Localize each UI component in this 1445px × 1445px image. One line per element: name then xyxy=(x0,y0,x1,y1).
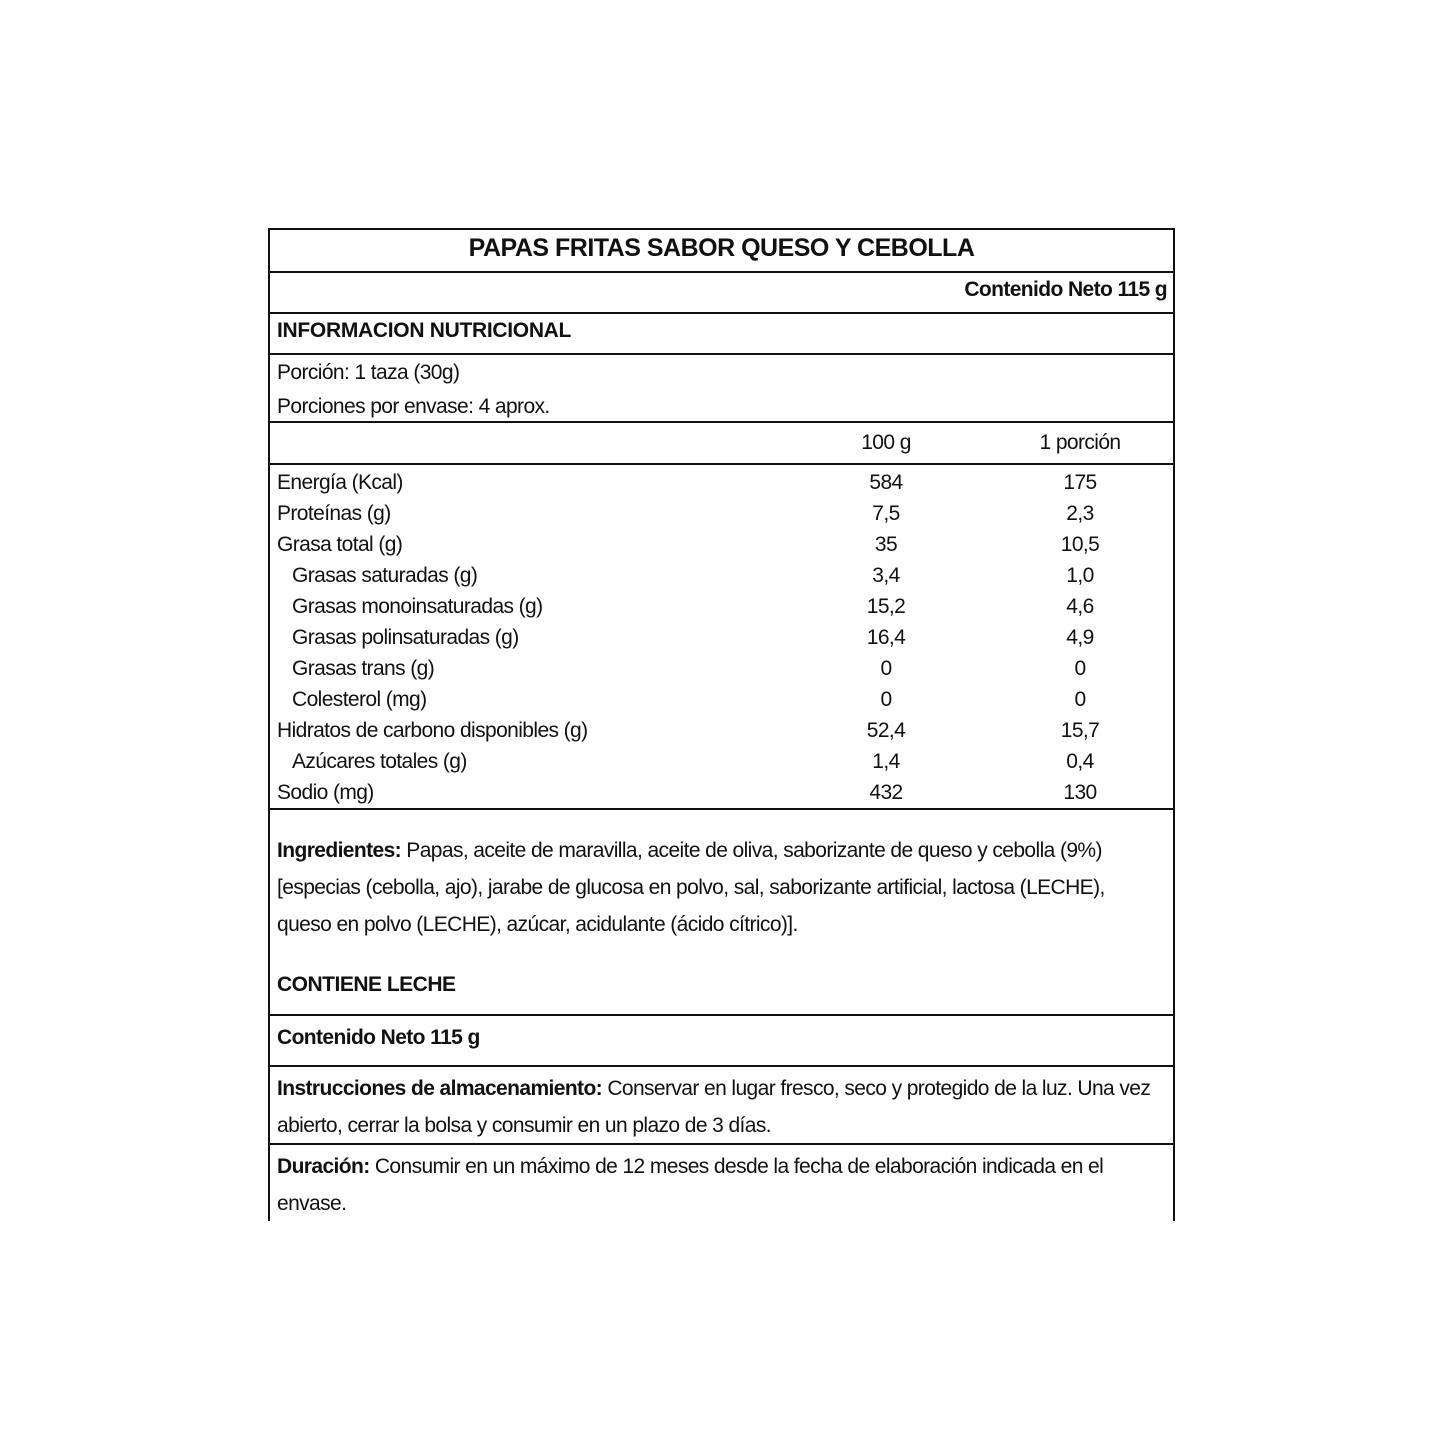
nutrient-row xyxy=(270,715,1173,746)
product-title: PAPAS FRITAS SABOR QUESO Y CEBOLLA xyxy=(468,234,975,262)
nutrient-value-100g: 432 xyxy=(869,781,903,804)
nutrient-value-100g: 35 xyxy=(874,533,898,556)
nutrient-row xyxy=(270,777,1173,808)
nutrient-value-100g: 0 xyxy=(880,657,892,680)
storage-heading: Instrucciones de almacenamiento: xyxy=(277,1077,603,1100)
nutrient-value-100g: 7,5 xyxy=(872,502,900,525)
nutrient-value-portion: 0 xyxy=(1074,657,1086,680)
nutrient-name: Sodio (mg) xyxy=(277,781,374,804)
portion-size: Porción: 1 taza (30g) xyxy=(277,361,460,384)
nutrient-value-100g: 1,4 xyxy=(872,750,900,773)
nutrient-table xyxy=(270,465,1173,810)
nutrient-row xyxy=(270,653,1173,684)
ingredients-paragraph xyxy=(277,832,1157,943)
title-row xyxy=(270,230,1173,273)
nutrient-row xyxy=(270,529,1173,560)
net-content-bottom: Contenido Neto 115 g xyxy=(277,1026,480,1049)
nutrient-row xyxy=(270,746,1173,777)
nutrient-row xyxy=(270,591,1173,622)
allergen-warning: CONTIENE LECHE xyxy=(277,973,456,996)
nutrient-row xyxy=(270,684,1173,715)
portions-per-pack: Porciones por envase: 4 aprox. xyxy=(277,395,550,418)
nutrient-name: Energía (Kcal) xyxy=(277,471,403,494)
nutrient-value-100g: 3,4 xyxy=(872,564,900,587)
nutrient-row xyxy=(270,467,1173,498)
nutrient-row xyxy=(270,622,1173,653)
nutrient-name: Grasas saturadas (g) xyxy=(292,564,478,587)
portion-row xyxy=(270,355,1173,423)
nutrient-value-portion: 175 xyxy=(1063,471,1097,494)
nutrient-value-portion: 15,7 xyxy=(1060,719,1100,742)
column-header-100g: 100 g xyxy=(861,431,911,454)
nutrient-value-100g: 16,4 xyxy=(866,626,906,649)
nutrient-name: Grasas monoinsaturadas (g) xyxy=(292,595,543,618)
nutrient-name: Grasas polinsaturadas (g) xyxy=(292,626,519,649)
ingredients-heading: Ingredientes: xyxy=(277,839,402,862)
storage-paragraph xyxy=(277,1070,1162,1144)
nutrient-name: Grasas trans (g) xyxy=(292,657,435,680)
nutrient-value-portion: 0,4 xyxy=(1066,750,1094,773)
ingredients-row xyxy=(270,810,1173,1016)
nutrient-value-100g: 0 xyxy=(880,688,892,711)
nutrient-value-100g: 584 xyxy=(869,471,903,494)
nutrient-row xyxy=(270,560,1173,591)
net-content-top: Contenido Neto 115 g xyxy=(964,278,1167,301)
nutrient-value-portion: 0 xyxy=(1074,688,1086,711)
duration-heading: Duración: xyxy=(277,1155,370,1178)
net-content-bottom-row xyxy=(270,1016,1173,1067)
nutrition-label xyxy=(268,228,1175,1221)
nutrient-name: Hidratos de carbono disponibles (g) xyxy=(277,719,588,742)
nutrient-value-portion: 4,6 xyxy=(1066,595,1094,618)
nutrient-value-portion: 1,0 xyxy=(1066,564,1094,587)
nutrient-name: Azúcares totales (g) xyxy=(292,750,467,773)
nutrient-name: Colesterol (mg) xyxy=(292,688,427,711)
ingredients-text: Papas, aceite de maravilla, aceite de oliva, saborizante de queso y cebolla (9%) [especias (cebolla, ajo), jarabe de glucosa en polvo, sal, saborizante artificial, lactosa (LECHE), queso en polvo (LECHE), azúcar, acidulante (ácido cítrico)]. xyxy=(277,839,1105,936)
duration-row xyxy=(270,1145,1173,1223)
nutrition-info-header-row xyxy=(270,314,1173,355)
nutrient-name: Grasa total (g) xyxy=(277,533,403,556)
section-title: INFORMACION NUTRICIONAL xyxy=(277,319,572,342)
net-content-row xyxy=(270,273,1173,314)
nutrient-value-portion: 4,9 xyxy=(1066,626,1094,649)
duration-text: Consumir en un máximo de 12 meses desde la fecha de elaboración indicada en el envase. xyxy=(277,1155,1104,1215)
storage-text: Conservar en lugar fresco, seco y protegido de la luz. Una vez abierto, cerrar la bolsa y consumir en un plazo de 3 días. xyxy=(277,1077,1151,1137)
nutrient-row xyxy=(270,498,1173,529)
storage-row xyxy=(270,1067,1173,1145)
column-header-portion: 1 porción xyxy=(1039,431,1121,454)
nutrient-value-portion: 130 xyxy=(1063,781,1097,804)
nutrient-value-portion: 10,5 xyxy=(1060,533,1100,556)
nutrient-name: Proteínas (g) xyxy=(277,502,391,525)
duration-paragraph xyxy=(277,1148,1162,1222)
nutrient-value-100g: 52,4 xyxy=(866,719,906,742)
nutrient-value-100g: 15,2 xyxy=(866,595,906,618)
nutrient-value-portion: 2,3 xyxy=(1066,502,1094,525)
column-header-row xyxy=(270,423,1173,465)
